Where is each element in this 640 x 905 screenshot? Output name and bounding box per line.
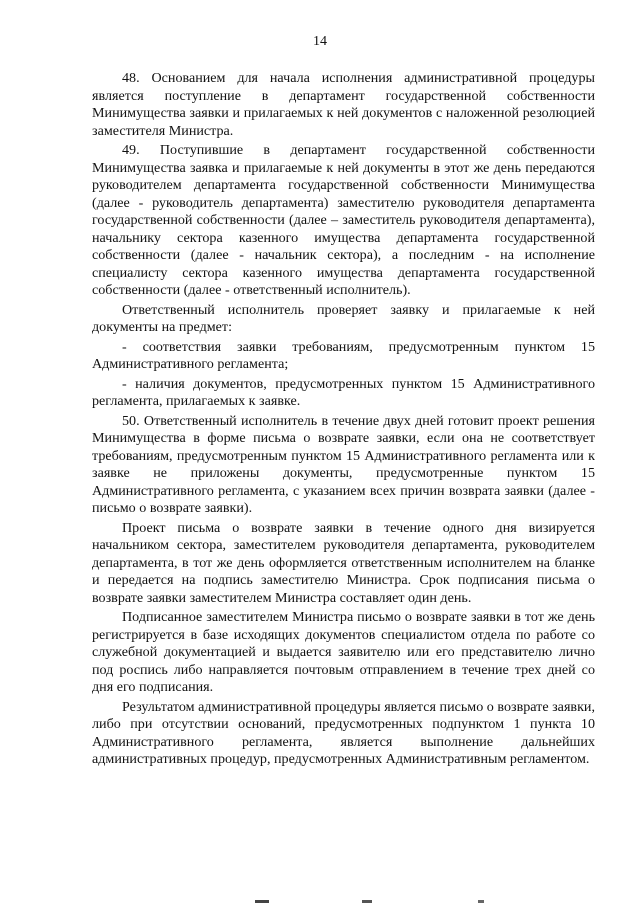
list-item-requirements: - соответствия заявки требованиям, предусмотренным пунктом 15 Административного регламента;	[92, 338, 595, 372]
paragraph-draft-letter: Проект письма о возврате заявки в течение одного дня визируется начальником сектора, заместителем руководителя департамента, руководителем департамента, в тот же день оформляется ответственным исполнителем на бланке и передается на подпись заместителю Министра. Срок подписания письма о возврате заявки заместителем Министра составляет один день.	[92, 519, 595, 606]
paragraph-48: 48. Основанием для начала исполнения административной процедуры является поступление в департамент государственной собственности Минимущества заявки и прилагаемых к ней документов с наложенной резолюцией заместителя Министра.	[92, 70, 595, 139]
paragraph-49: 49. Поступившие в департамент государственной собственности Минимущества заявка и прилагаемые к ней документы в этот же день передаются руководителем департамента государственной собственности Минимущества (далее - руководитель департамента) заместителю руководителя департамента государственной собственности (далее – заместитель руководителя департамента), начальнику сектора казенного имущества департамента государственной собственности (далее - начальник сектора), а последним - на исполнение специалисту сектора казенного имущества департамента государственной собственности (далее - ответственный исполнитель).	[92, 142, 595, 298]
list-item-documents: - наличия документов, предусмотренных пунктом 15 Административного регламента, прилагаемых к заявке.	[92, 375, 595, 409]
paragraph-signed-letter: Подписанное заместителем Министра письмо о возврате заявки в тот же день регистрируется в базе исходящих документов специалистом отдела по работе со служебной документацией и выдается заявителю или его представителю лично под роспись либо направляется почтовым отправлением в течение трех дней со дня его подписания.	[92, 609, 595, 695]
paragraph-50: 50. Ответственный исполнитель в течение двух дней готовит проект решения Минимущества в форме письма о возврате заявки, если она не соответствует требованиям, предусмотренным пунктом 15 Административного регламента или к заявке не приложены документы, предусмотренные пунктом 15 Административного регламента, с указанием всех причин возврата заявки (далее - письмо о возврате заявки).	[92, 412, 595, 516]
scan-edge-marks	[0, 897, 640, 905]
paragraph-result: Результатом административной процедуры является письмо о возврате заявки, либо при отсутствии оснований, предусмотренных подпунктом 1 пункта 10 Административного регламента, является выполнение дальнейших административных процедур, предусмотренных Административным регламентом.	[92, 698, 595, 767]
document-body	[92, 70, 595, 771]
page-number: 14	[313, 34, 327, 49]
paragraph-check-intro: Ответственный исполнитель проверяет заявку и прилагаемые к ней документы на предмет:	[92, 301, 595, 335]
